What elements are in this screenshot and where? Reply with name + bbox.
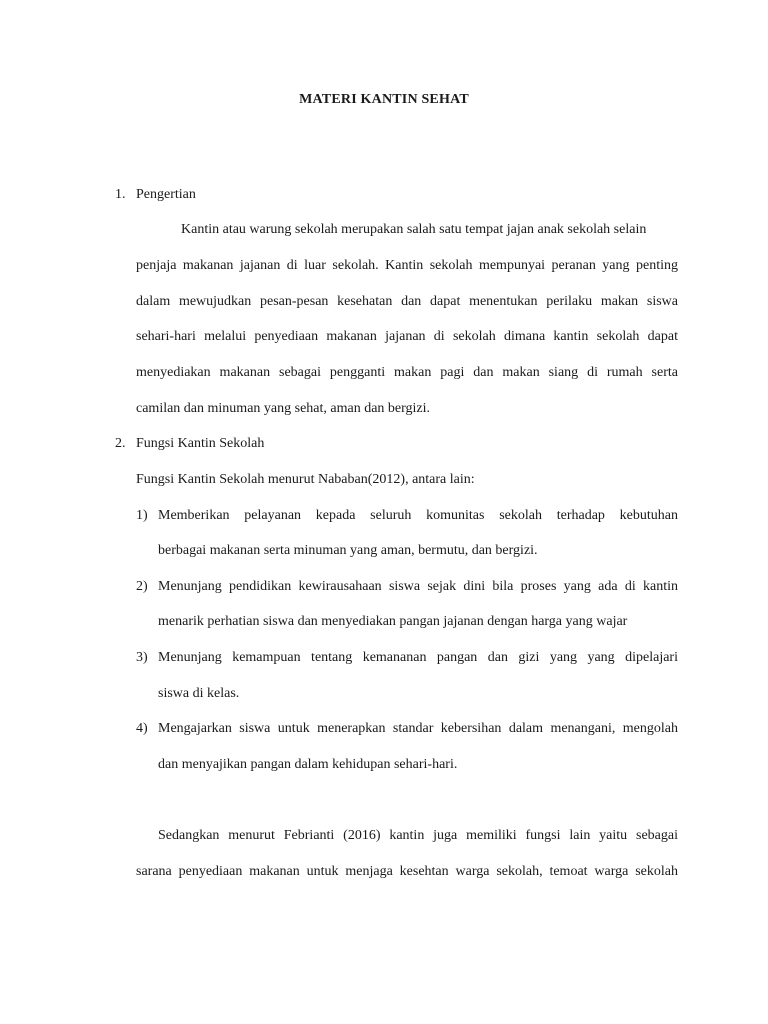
list-item-text: Menunjang pendidikan kewirausahaan siswa sejak dini bila proses yang ada di kantin bbox=[158, 579, 678, 594]
list-item-marker: 1) bbox=[136, 508, 148, 523]
list-item-text: Mengajarkan siswa untuk menerapkan standar kebersihan dalam menangani, mengolah bbox=[158, 721, 678, 736]
paragraph-line: Kantin atau warung sekolah merupakan salah satu tempat jajan anak sekolah selain bbox=[181, 222, 647, 237]
section-2-number: 2. bbox=[115, 436, 126, 451]
list-item-text: siswa di kelas. bbox=[158, 686, 240, 701]
list-item-marker: 4) bbox=[136, 721, 148, 736]
section-2-intro: Fungsi Kantin Sekolah menurut Nababan(2012), antara lain: bbox=[136, 472, 475, 487]
list-item-text: menarik perhatian siswa dan menyediakan pangan jajanan dengan harga yang wajar bbox=[158, 614, 628, 629]
paragraph-line: camilan dan minuman yang sehat, aman dan bergizi. bbox=[136, 401, 431, 416]
paragraph-line: penjaja makanan jajanan di luar sekolah. Kantin sekolah mempunyai peranan yang penting bbox=[136, 258, 678, 273]
list-item-text: Memberikan pelayanan kepada seluruh komunitas sekolah terhadap kebutuhan bbox=[158, 508, 678, 523]
list-item-marker: 3) bbox=[136, 650, 148, 665]
page-title: MATERI KANTIN SEHAT bbox=[299, 92, 469, 107]
paragraph-line: menyediakan makanan sebagai pengganti makan pagi dan makan siang di rumah serta bbox=[136, 365, 678, 380]
list-item-text: dan menyajikan pangan dalam kehidupan sehari-hari. bbox=[158, 757, 458, 772]
paragraph-line: sarana penyediaan makanan untuk menjaga kesehtan warga sekolah, temoat warga sekolah bbox=[136, 864, 678, 879]
section-1-number: 1. bbox=[115, 187, 126, 202]
paragraph-line: sehari-hari melalui penyediaan makanan jajanan di sekolah dimana kantin sekolah dapat bbox=[136, 329, 678, 344]
list-item-text: Menunjang kemampuan tentang kemananan pangan dan gizi yang yang dipelajari bbox=[158, 650, 678, 665]
section-2-heading: Fungsi Kantin Sekolah bbox=[136, 436, 265, 451]
paragraph-line: Sedangkan menurut Febrianti (2016) kantin juga memiliki fungsi lain yaitu sebagai bbox=[158, 828, 678, 843]
paragraph-line: dalam mewujudkan pesan-pesan kesehatan dan dapat menentukan perilaku makan siswa bbox=[136, 294, 678, 309]
list-item-text: berbagai makanan serta minuman yang aman, bermutu, dan bergizi. bbox=[158, 543, 538, 558]
section-1-heading: Pengertian bbox=[136, 187, 196, 202]
list-item-marker: 2) bbox=[136, 579, 148, 594]
